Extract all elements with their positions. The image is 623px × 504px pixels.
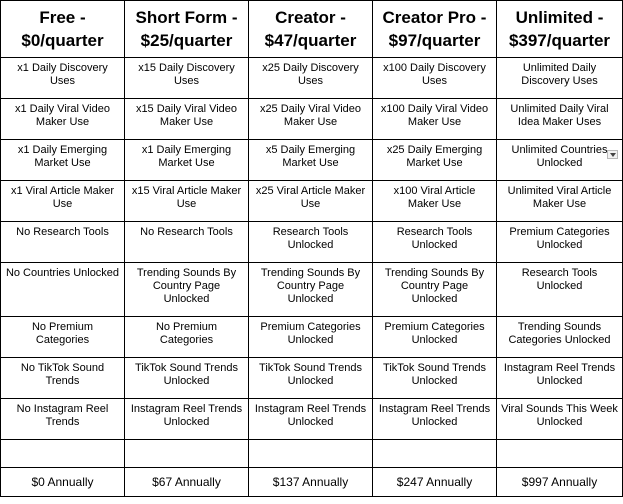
feature-cell: x100 Daily Viral Video Maker Use <box>373 99 497 140</box>
feature-cell: Unlimited Daily Discovery Uses <box>497 58 623 99</box>
feature-cell: x100 Daily Discovery Uses <box>373 58 497 99</box>
feature-cell: No Research Tools <box>1 222 125 263</box>
feature-cell: Trending Sounds By Country Page Unlocked <box>373 263 497 317</box>
empty-cell <box>373 440 497 468</box>
table-row <box>1 263 623 317</box>
table-row <box>1 181 623 222</box>
feature-cell: x1 Daily Viral Video Maker Use <box>1 99 125 140</box>
annual-price: $0 Annually <box>1 468 125 497</box>
feature-text: Unlimited Countries Unlocked <box>511 144 608 169</box>
feature-cell: No TikTok Sound Trends <box>1 358 125 399</box>
table-row <box>1 222 623 263</box>
feature-cell: No Premium Categories <box>1 317 125 358</box>
plan-header-unlimited: Unlimited - $397/quarter <box>497 1 623 58</box>
feature-cell: x15 Daily Discovery Uses <box>125 58 249 99</box>
table-row <box>1 358 623 399</box>
feature-cell: TikTok Sound Trends Unlocked <box>249 358 373 399</box>
feature-cell: x1 Daily Emerging Market Use <box>1 140 125 181</box>
table-row <box>1 58 623 99</box>
feature-cell: Trending Sounds By Country Page Unlocked <box>125 263 249 317</box>
plan-header-short-form: Short Form - $25/quarter <box>125 1 249 58</box>
feature-cell-selected[interactable] <box>497 140 623 181</box>
annual-price-row <box>1 468 623 497</box>
feature-cell: Research Tools Unlocked <box>497 263 623 317</box>
feature-cell: x25 Viral Article Maker Use <box>249 181 373 222</box>
plan-header-free: Free - $0/quarter <box>1 1 125 58</box>
annual-price: $247 Annually <box>373 468 497 497</box>
feature-cell: Unlimited Daily Viral Idea Maker Uses <box>497 99 623 140</box>
feature-cell: Premium Categories Unlocked <box>497 222 623 263</box>
feature-cell: No Research Tools <box>125 222 249 263</box>
feature-cell: x15 Daily Viral Video Maker Use <box>125 99 249 140</box>
header-row <box>1 1 623 58</box>
annual-price: $67 Annually <box>125 468 249 497</box>
feature-cell: x1 Viral Article Maker Use <box>1 181 125 222</box>
empty-cell <box>497 440 623 468</box>
feature-cell: x25 Daily Emerging Market Use <box>373 140 497 181</box>
empty-cell <box>249 440 373 468</box>
annual-price: $997 Annually <box>497 468 623 497</box>
feature-cell: Premium Categories Unlocked <box>249 317 373 358</box>
empty-cell <box>125 440 249 468</box>
feature-cell: No Instagram Reel Trends <box>1 399 125 440</box>
table-row <box>1 99 623 140</box>
feature-cell: No Countries Unlocked <box>1 263 125 317</box>
feature-cell: Viral Sounds This Week Unlocked <box>497 399 623 440</box>
table-row-empty <box>1 440 623 468</box>
feature-cell: x5 Daily Emerging Market Use <box>249 140 373 181</box>
annual-price: $137 Annually <box>249 468 373 497</box>
feature-cell: x1 Daily Emerging Market Use <box>125 140 249 181</box>
plan-header-creator-pro: Creator Pro - $97/quarter <box>373 1 497 58</box>
feature-cell: x100 Viral Article Maker Use <box>373 181 497 222</box>
feature-cell: x25 Daily Viral Video Maker Use <box>249 99 373 140</box>
feature-cell: Instagram Reel Trends Unlocked <box>497 358 623 399</box>
feature-cell: TikTok Sound Trends Unlocked <box>373 358 497 399</box>
empty-cell <box>1 440 125 468</box>
feature-cell: x15 Viral Article Maker Use <box>125 181 249 222</box>
table-row <box>1 317 623 358</box>
feature-cell: Unlimited Viral Article Maker Use <box>497 181 623 222</box>
feature-cell: TikTok Sound Trends Unlocked <box>125 358 249 399</box>
table-row <box>1 140 623 181</box>
feature-cell: No Premium Categories <box>125 317 249 358</box>
feature-cell: x25 Daily Discovery Uses <box>249 58 373 99</box>
chevron-down-icon[interactable] <box>607 150 618 159</box>
feature-cell: Instagram Reel Trends Unlocked <box>373 399 497 440</box>
feature-cell: Instagram Reel Trends Unlocked <box>249 399 373 440</box>
plan-header-creator: Creator - $47/quarter <box>249 1 373 58</box>
feature-cell: x1 Daily Discovery Uses <box>1 58 125 99</box>
table-row <box>1 399 623 440</box>
feature-cell: Trending Sounds By Country Page Unlocked <box>249 263 373 317</box>
feature-cell: Trending Sounds Categories Unlocked <box>497 317 623 358</box>
feature-cell: Instagram Reel Trends Unlocked <box>125 399 249 440</box>
feature-cell: Premium Categories Unlocked <box>373 317 497 358</box>
feature-cell: Research Tools Unlocked <box>249 222 373 263</box>
feature-cell: Research Tools Unlocked <box>373 222 497 263</box>
